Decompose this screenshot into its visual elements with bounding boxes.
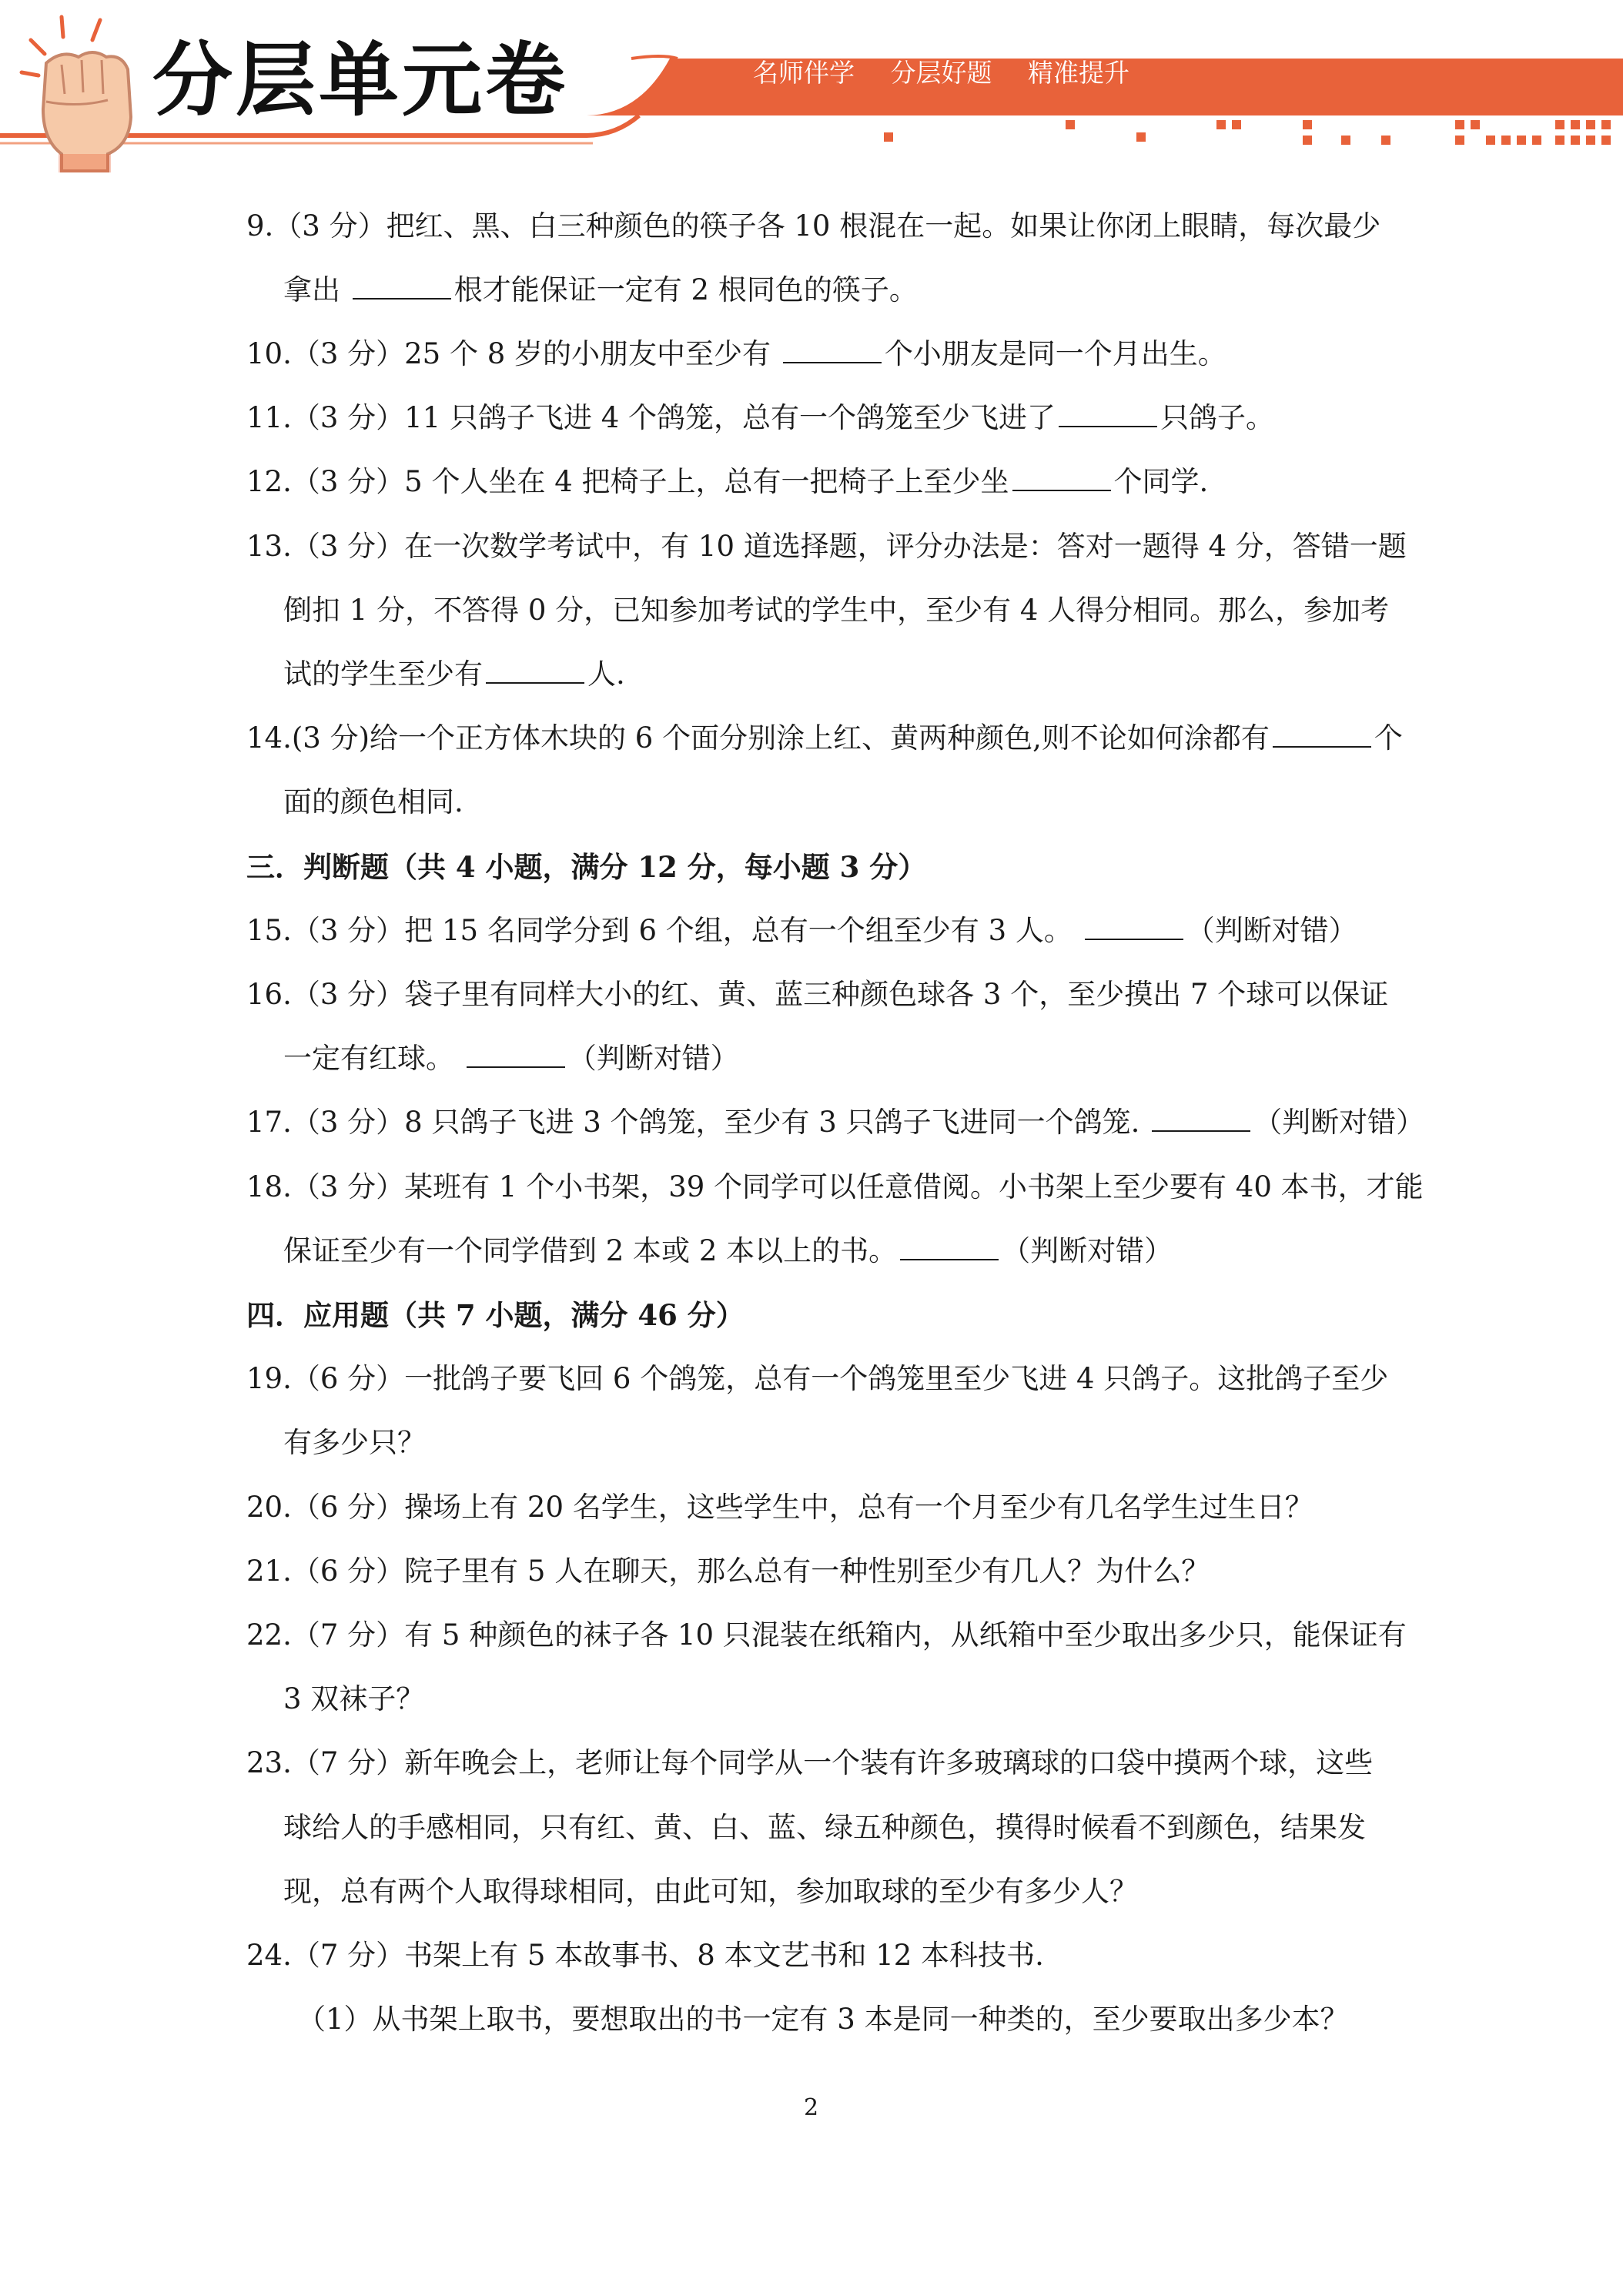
question-line: 有多少只？ [283, 1426, 426, 1459]
question-line: 3 双袜子？ [283, 1682, 425, 1715]
answer-blank [900, 1236, 999, 1260]
answer-blank [353, 275, 451, 300]
answer-blank [1059, 403, 1157, 427]
question-line: 试的学生至少有 人. [283, 658, 625, 691]
header-title: 分层单元卷 [152, 33, 569, 127]
question-line: 面的颜色相同. [283, 785, 463, 818]
answer-blank [1085, 915, 1183, 940]
question-line: 保证至少有一个同学借到 2 本或 2 本以上的书。 （判断对错） [283, 1234, 1173, 1267]
question-line: 22.（7 分）有 5 种颜色的袜子各 10 只混装在纸箱内，从纸箱中至少取出多少只，能保证有 [246, 1618, 1407, 1652]
page-header [0, 0, 1623, 185]
header-slogan [753, 58, 1157, 88]
question-line: 11.（3 分）11 只鸽子飞进 4 个鸽笼，总有一个鸽笼至少飞进了 只鸽子。 [246, 401, 1275, 434]
question-line: 21.（6 分）院子里有 5 人在聊天，那么总有一种性别至少有几人？为什么？ [246, 1555, 1210, 1588]
section-heading: 三．判断题（共 4 小题，满分 12 分，每小题 3 分） [246, 850, 927, 884]
question-line: 14.(3 分)给一个正方体木块的 6 个面分别涂上红、黄两种颜色,则不论如何涂都有 个 [246, 721, 1403, 755]
question-line: 15.（3 分）把 15 名同学分到 6 个组，总有一个组至少有 3 人。 （判断对错） [246, 914, 1357, 947]
section-heading: 四．应用题（共 7 小题，满分 46 分） [246, 1298, 745, 1332]
answer-blank [1012, 467, 1111, 491]
answer-blank [1152, 1107, 1250, 1132]
question-line: 现，总有两个人取得球相同，由此可知，参加取球的至少有多少人？ [283, 1875, 1138, 1908]
question-line: 9.（3 分）把红、黑、白三种颜色的筷子各 10 根混在一起。如果让你闭上眼睛，每次最少 [246, 209, 1381, 243]
fist-logo-icon [15, 9, 146, 179]
question-line: 10.（3 分）25 个 8 岁的小朋友中至少有 个小朋友是同一个月出生。 [246, 337, 1226, 370]
question-line: 一定有红球。 （判断对错） [283, 1042, 739, 1075]
question-line: 20.（6 分）操场上有 20 名学生，这些学生中，总有一个月至少有几名学生过生日？ [246, 1491, 1313, 1524]
question-line: 12.（3 分）5 个人坐在 4 把椅子上，总有一把椅子上至少坐 个同学. [246, 465, 1209, 498]
page-number: 2 [804, 2094, 819, 2121]
question-line: 19.（6 分）一批鸽子要飞回 6 个鸽笼，总有一个鸽笼里至少飞进 4 只鸽子。这批鸽子至少 [246, 1362, 1389, 1395]
question-line: 球给人的手感相同，只有红、黄、白、蓝、绿五种颜色，摸得时候看不到颜色，结果发 [283, 1811, 1366, 1844]
sub-question-line: （1）从书架上取书，要想取出的书一定有 3 本是同一种类的，至少要取出多少本？ [297, 2003, 1349, 2036]
question-line: 13.（3 分）在一次数学考试中，有 10 道选择题，评分办法是：答对一题得 4 分，答错一题 [246, 530, 1407, 563]
slogan-item: 精准提升 [1028, 58, 1129, 88]
question-line: 16.（3 分）袋子里有同样大小的红、黄、蓝三种颜色球各 3 个，至少摸出 7 个球可以保证 [246, 978, 1389, 1011]
answer-blank [486, 659, 584, 684]
slogan-item: 分层好题 [890, 58, 992, 88]
question-line: 倒扣 1 分，不答得 0 分，已知参加考试的学生中，至少有 4 人得分相同。那么，参加考 [283, 594, 1390, 627]
answer-blank [783, 339, 882, 363]
question-line: 18.（3 分）某班有 1 个小书架，39 个同学可以任意借阅。小书架上至少要有 40 本书，才能 [246, 1170, 1424, 1203]
answer-blank [467, 1043, 565, 1068]
question-line: 17.（3 分）8 只鸽子飞进 3 个鸽笼，至少有 3 只鸽子飞进同一个鸽笼. （判断对错） [246, 1106, 1425, 1139]
question-line: 23.（7 分）新年晚会上，老师让每个同学从一个装有许多玻璃球的口袋中摸两个球，这些 [246, 1746, 1374, 1779]
slogan-item: 名师伴学 [753, 58, 855, 88]
question-line: 24.（7 分）书架上有 5 本故事书、8 本文艺书和 12 本科技书. [246, 1939, 1044, 1972]
question-line: 拿出 根才能保证一定有 2 根同色的筷子。 [283, 273, 918, 306]
answer-blank [1273, 723, 1371, 748]
